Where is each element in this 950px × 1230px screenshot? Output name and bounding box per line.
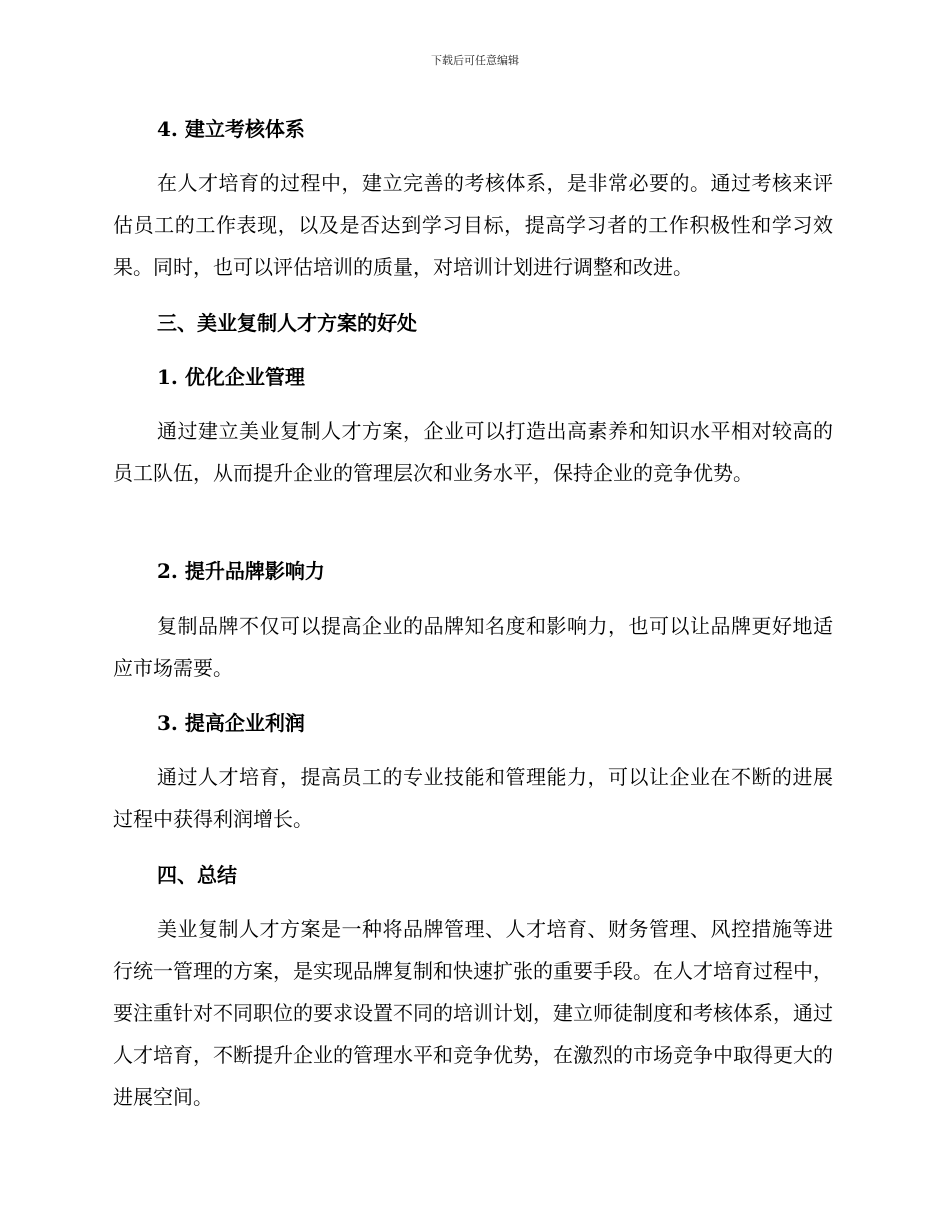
heading-increase-profit: 3. 提高企业利润 [157, 711, 305, 735]
paragraph-assessment-system: 在人才培育的过程中，建立完善的考核体系，是非常必要的。通过考核来评估员工的工作表现，以及是否达到学习目标，提高学习者的工作积极性和学习效果。同时，也可以评估培训的质量，对培训计划进行调整和改进。 [113, 171, 833, 279]
paragraph-optimize-management: 通过建立美业复制人才方案，企业可以打造出高素养和知识水平相对较高的员工队伍，从而提升企业的管理层次和业务水平，保持企业的竞争优势。 [113, 419, 833, 485]
heading-assessment-system: 4. 建立考核体系 [157, 117, 305, 141]
paragraph-increase-profit: 通过人才培育，提高员工的专业技能和管理能力，可以让企业在不断的进展过程中获得利润增长。 [113, 765, 833, 831]
paragraph-summary: 美业复制人才方案是一种将品牌管理、人才培育、财务管理、风控措施等进行统一管理的方案，是实现品牌复制和快速扩张的重要手段。在人才培育过程中，要注重针对不同职位的要求设置不同的培训计划，建立师徒制度和考核体系，通过人才培育，不断提升企业的管理水平和竞争优势，在激烈的市场竞争中取得更大的进展空间。 [113, 917, 833, 1109]
heading-benefits: 三、美业复制人才方案的好处 [157, 311, 417, 335]
heading-brand-influence: 2. 提升品牌影响力 [157, 559, 325, 583]
page-header: 下载后可任意编辑 [431, 54, 519, 67]
paragraph-brand-influence: 复制品牌不仅可以提高企业的品牌知名度和影响力，也可以让品牌更好地适应市场需要。 [113, 614, 833, 680]
heading-optimize-management: 1. 优化企业管理 [157, 365, 305, 389]
heading-summary: 四、总结 [157, 863, 237, 887]
